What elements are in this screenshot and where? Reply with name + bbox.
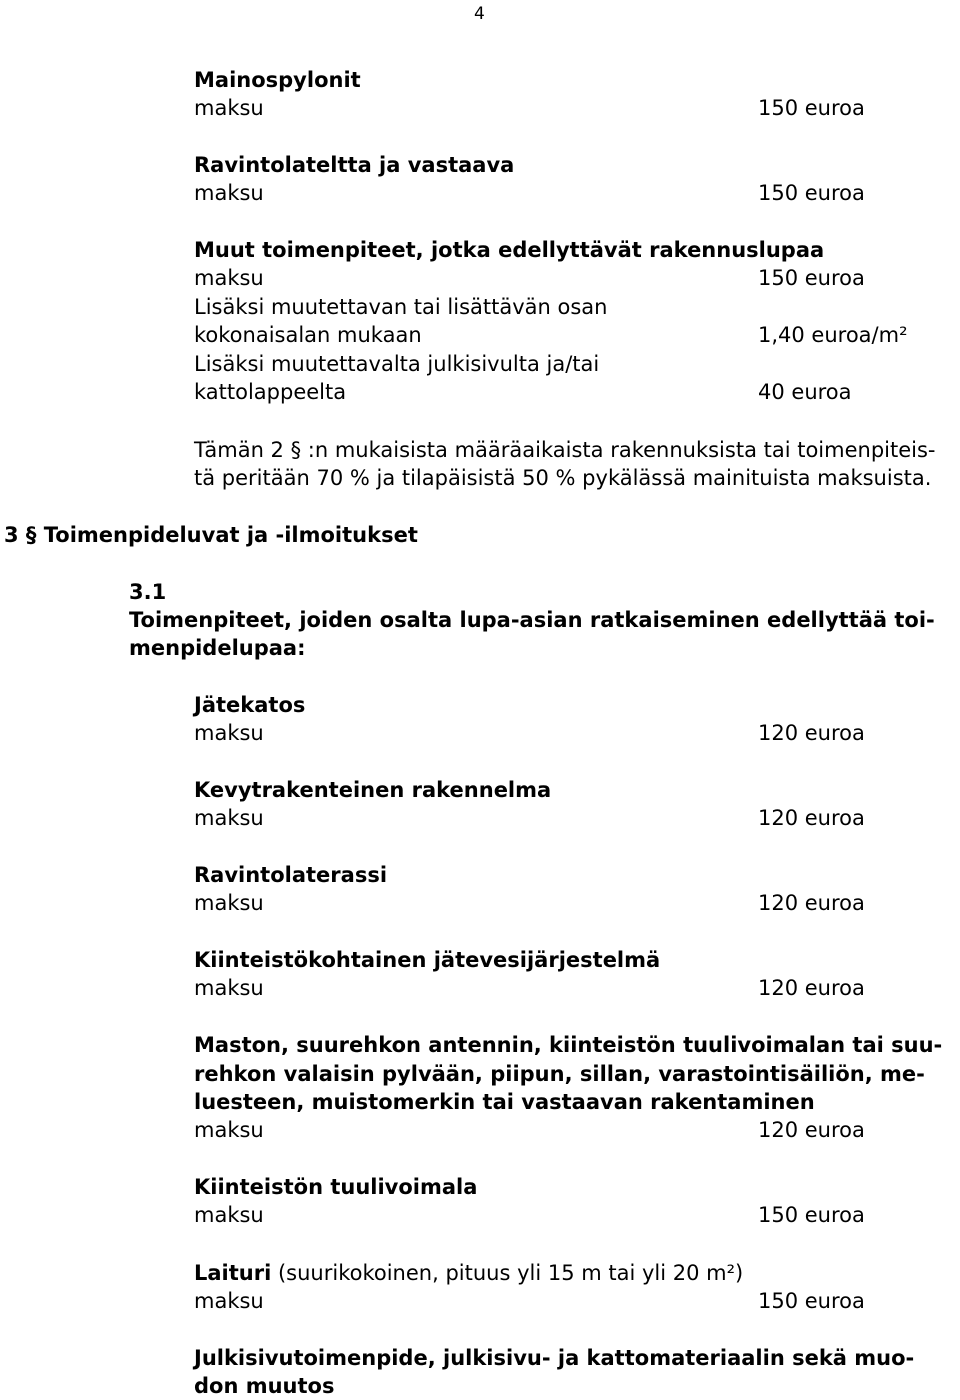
fee-label: maksu — [194, 1289, 264, 1313]
item-title: Mainospylonit — [194, 68, 361, 92]
fee-label: maksu — [194, 806, 264, 830]
item-title: Julkisivutoimenpide, julkisivu- ja kattomateriaalin sekä muo- — [194, 1346, 915, 1370]
fee-value: 1,40 euroa/m² — [758, 323, 908, 347]
item-title: Kevytrakenteinen rakennelma — [194, 778, 552, 802]
section-heading: 3 § Toimenpideluvat ja -ilmoitukset — [4, 523, 418, 547]
item-title: Ravintolaterassi — [194, 863, 388, 887]
fee-value: 150 euroa — [758, 266, 865, 290]
item-title: Laituri — [194, 1261, 272, 1285]
fee-label: maksu — [194, 891, 264, 915]
extra-fee-text: kokonaisalan mukaan — [194, 323, 422, 347]
fee-value: 150 euroa — [758, 181, 865, 205]
item-title: Kiinteistökohtainen jätevesijärjestelmä — [194, 948, 661, 972]
item-title: Muut toimenpiteet, jotka edellyttävät rakennuslupaa — [194, 238, 825, 262]
fee-value: 40 euroa — [758, 380, 852, 404]
fee-value: 120 euroa — [758, 891, 865, 915]
page-number: 4 — [474, 4, 485, 24]
note-paragraph: Tämän 2 § :n mukaisista määräaikaista rakennuksista tai toimenpiteis- — [194, 438, 936, 462]
fee-value: 120 euroa — [758, 806, 865, 830]
fee-value: 120 euroa — [758, 1118, 865, 1142]
subsection-title: menpidelupaa: — [129, 636, 306, 660]
fee-label: maksu — [194, 96, 264, 120]
fee-value: 150 euroa — [758, 96, 865, 120]
subsection-title: Toimenpiteet, joiden osalta lupa-asian ratkaiseminen edellyttää toi- — [129, 608, 935, 632]
fee-label: maksu — [194, 976, 264, 1000]
fee-value: 150 euroa — [758, 1203, 865, 1227]
item-description: (suurikokoinen, pituus yli 15 m tai yli 20 m²) — [277, 1261, 744, 1285]
fee-value: 120 euroa — [758, 976, 865, 1000]
fee-label: maksu — [194, 1203, 264, 1227]
item-title: Maston, suurehkon antennin, kiinteistön tuulivoimalan tai suu- — [194, 1033, 943, 1057]
item-title-line — [194, 1259, 743, 1287]
extra-fee-text: Lisäksi muutettavalta julkisivulta ja/tai — [194, 352, 600, 376]
fee-value: 120 euroa — [758, 721, 865, 745]
item-title: Ravintolateltta ja vastaava — [194, 153, 515, 177]
item-title: luesteen, muistomerkin tai vastaavan rakentaminen — [194, 1090, 815, 1114]
item-title: don muutos — [194, 1374, 335, 1398]
fee-label: maksu — [194, 266, 264, 290]
fee-label: maksu — [194, 721, 264, 745]
subsection-number: 3.1 — [129, 580, 167, 604]
item-title: Jätekatos — [194, 693, 306, 717]
extra-fee-text: Lisäksi muutettavan tai lisättävän osan — [194, 295, 608, 319]
fee-value: 150 euroa — [758, 1289, 865, 1313]
item-title: Kiinteistön tuulivoimala — [194, 1175, 478, 1199]
extra-fee-text: kattolappeelta — [194, 380, 347, 404]
item-title: rehkon valaisin pylvään, piipun, sillan, varastointisäiliön, me- — [194, 1062, 925, 1086]
note-paragraph: tä peritään 70 % ja tilapäisistä 50 % pykälässä mainituista maksuista. — [194, 466, 932, 490]
fee-label: maksu — [194, 181, 264, 205]
fee-label: maksu — [194, 1118, 264, 1142]
